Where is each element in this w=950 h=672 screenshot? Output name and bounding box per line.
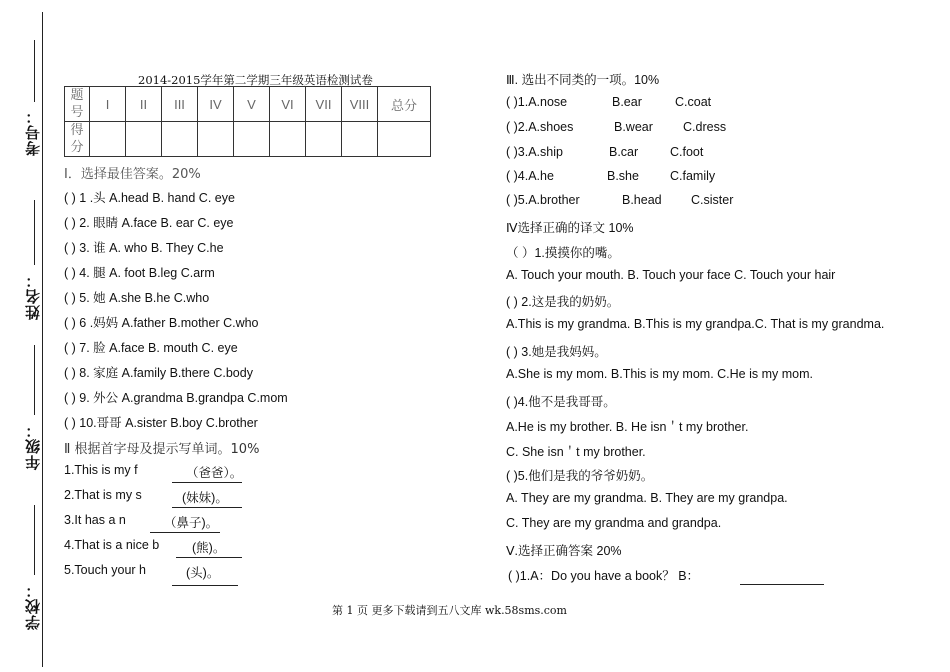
- s4-line: A.She is my mom. B.This is my mom. C.He is my mom.: [506, 367, 813, 381]
- s3-option-c: C.dress: [683, 120, 727, 134]
- s4-line: C. She isn＇t my brother.: [506, 445, 646, 459]
- s3-option-a: ( )2.A.shoes: [506, 120, 574, 134]
- s3-option-b: B.car: [609, 145, 639, 159]
- score-cell[interactable]: [162, 122, 198, 157]
- score-cell[interactable]: [126, 122, 162, 157]
- col-4: IV: [198, 87, 234, 122]
- s2-item-prefix: 5.Touch your h: [64, 563, 146, 577]
- answer-blank[interactable]: [172, 507, 242, 508]
- section-2-heading: Ⅱ 根据首字母及提示写单词。10%: [64, 442, 260, 457]
- col-7: VII: [306, 87, 342, 122]
- s1-question: ( ) 2. 眼睛 A.face B. ear C. eye: [64, 216, 234, 230]
- s4-line: ( )5.他们是我的爷爷奶奶。: [506, 469, 654, 483]
- s2-item-prefix: 1.This is my f: [64, 463, 138, 477]
- s3-option-a: ( )4.A.he: [506, 169, 554, 183]
- s2-item-hint: （爸爸）。: [186, 466, 243, 480]
- s4-line: ( )4.他不是我哥哥。: [506, 395, 616, 409]
- answer-blank[interactable]: [172, 482, 242, 483]
- s2-item-hint: （鼻子)。: [164, 516, 219, 530]
- s3-option-b: B.she: [607, 169, 639, 183]
- col-6: VI: [270, 87, 306, 122]
- grade-blank: [34, 345, 35, 415]
- s3-option-c: C.coat: [675, 95, 712, 109]
- s4-line: A.This is my grandma. B.This is my grandpa.C. That is my grandma.: [506, 317, 885, 331]
- s1-question: ( ) 6 .妈妈 A.father B.mother C.who: [64, 316, 259, 330]
- answer-blank[interactable]: [176, 557, 242, 558]
- section-3-heading: Ⅲ. 选出不同类的一项。10%: [506, 73, 660, 87]
- score-cell[interactable]: [198, 122, 234, 157]
- question-no-header: 题号: [65, 87, 90, 122]
- s1-question: ( ) 7. 脸 A.face B. mouth C. eye: [64, 341, 238, 355]
- section-5-heading: Ⅴ.选择正确答案 20%: [506, 544, 622, 558]
- score-cell[interactable]: [306, 122, 342, 157]
- s3-option-c: C.family: [670, 169, 716, 183]
- s4-line: ( ) 2.这是我的奶奶。: [506, 295, 620, 309]
- score-header-row: [65, 87, 431, 122]
- s1-question: ( ) 8. 家庭 A.family B.there C.body: [64, 366, 253, 380]
- page-footer: 第 1 页 更多下载请到五八文库 wk.58sms.com: [332, 604, 567, 617]
- score-cell[interactable]: [342, 122, 378, 157]
- answer-blank[interactable]: [740, 584, 824, 585]
- score-cell[interactable]: [234, 122, 270, 157]
- school-label: 学校：: [24, 582, 42, 630]
- s4-line: C. They are my grandma and grandpa.: [506, 516, 722, 530]
- s4-line: ( ) 3.她是我妈妈。: [506, 345, 607, 359]
- s1-question: ( ) 4. 腿 A. foot B.leg C.arm: [64, 266, 215, 280]
- answer-blank[interactable]: [172, 585, 238, 586]
- exam-no-label: 考号：: [24, 108, 42, 156]
- s4-line: （ ）1.摸摸你的嘴。: [506, 246, 620, 260]
- s1-question: ( ) 1 .头 A.head B. hand C. eye: [64, 191, 235, 205]
- s1-question: ( ) 9. 外公 A.grandma B.grandpa C.mom: [64, 391, 288, 405]
- section-1-heading: Ⅰ．选择最佳答案。20%: [64, 167, 201, 182]
- col-3: III: [162, 87, 198, 122]
- grade-label: 年级：: [24, 422, 42, 470]
- s2-item-hint: (熊)。: [192, 541, 226, 555]
- s3-option-c: C.foot: [670, 145, 704, 159]
- s2-item-hint: (妹妹)。: [182, 491, 228, 505]
- score-table: [64, 86, 431, 157]
- page-title: 2014-2015学年第二学期三年级英语检测试卷: [138, 73, 373, 87]
- total-header: 总分: [378, 87, 431, 122]
- score-row: [65, 122, 431, 157]
- s1-question: ( ) 5. 她 A.she B.he C.who: [64, 291, 210, 305]
- answer-blank[interactable]: [150, 532, 220, 533]
- col-2: II: [126, 87, 162, 122]
- s3-option-b: B.ear: [612, 95, 642, 109]
- total-cell[interactable]: [378, 122, 431, 157]
- s3-option-b: B.wear: [614, 120, 653, 134]
- name-label: 姓名：: [24, 272, 42, 320]
- name-blank: [34, 200, 35, 265]
- exam-no-blank: [34, 40, 35, 102]
- s1-question: ( ) 10.哥哥 A.sister B.boy C.brother: [64, 416, 258, 430]
- s4-line: A. They are my grandma. B. They are my grandpa.: [506, 491, 788, 505]
- s3-option-a: ( )1.A.nose: [506, 95, 568, 109]
- col-5: V: [234, 87, 270, 122]
- section-4-heading: Ⅳ选择正确的译文 10%: [506, 221, 634, 235]
- s2-item-hint: (头)。: [186, 566, 220, 580]
- score-cell[interactable]: [90, 122, 126, 157]
- s3-option-b: B.head: [622, 193, 662, 207]
- school-blank: [34, 505, 35, 575]
- s5-question: ( )1.A：Do you have a book？ B：: [508, 569, 700, 583]
- col-8: VIII: [342, 87, 378, 122]
- col-1: I: [90, 87, 126, 122]
- s3-option-a: ( )5.A.brother: [506, 193, 580, 207]
- s4-line: A.He is my brother. B. He isn＇t my brother.: [506, 420, 749, 434]
- s2-item-prefix: 4.That is a nice b: [64, 538, 160, 552]
- s2-item-prefix: 2.That is my s: [64, 488, 142, 502]
- s1-question: ( ) 3. 谁 A. who B. They C.he: [64, 241, 224, 255]
- s3-option-c: C.sister: [691, 193, 734, 207]
- s2-item-prefix: 3.It has a n: [64, 513, 126, 527]
- s4-line: A. Touch your mouth. B. Touch your face C. Touch your hair: [506, 268, 836, 282]
- s3-option-a: ( )3.A.ship: [506, 145, 563, 159]
- score-header: 得分: [65, 122, 90, 157]
- score-cell[interactable]: [270, 122, 306, 157]
